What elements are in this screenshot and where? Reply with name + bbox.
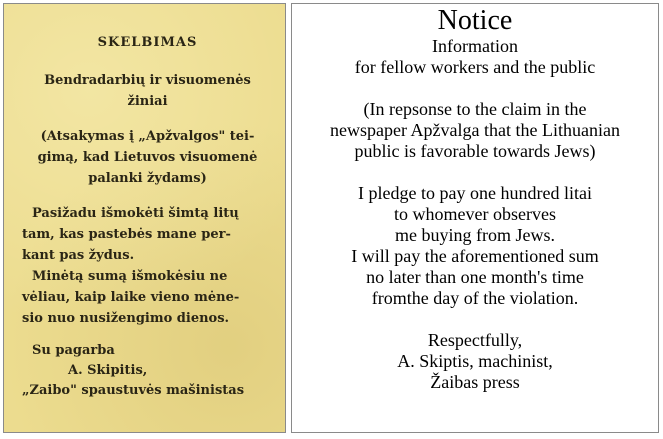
spacer	[292, 162, 658, 183]
newspaper-body-line: tam, kas pastebės mane per-	[22, 227, 231, 242]
translation-body-line: no later than one month's time	[366, 267, 584, 287]
translation-signature-line: Respectfully,	[427, 330, 523, 350]
translation-subtitle-line: for fellow workers and the public	[354, 57, 596, 77]
translation-paren-line: newspaper Apžvalga that the Lithuanian	[330, 120, 620, 140]
newspaper-title: SKELBIMAS	[97, 35, 198, 50]
translation-paren-line: (In repsonse to the claim in the	[363, 99, 587, 119]
spacer	[292, 309, 658, 330]
newspaper-body-line: vėliau, kaip laike vieno mėne-	[22, 290, 240, 305]
newspaper-body-line: Minėtą sumą išmokėsiu ne	[32, 269, 228, 284]
newspaper-paren-line: (Atsakymas į „Apžvalgos" tei-	[40, 129, 255, 144]
translation-body-line: I pledge to pay one hundred litai	[358, 183, 592, 203]
newspaper-body-line: sio nuo nusižengimo dienos.	[22, 311, 230, 326]
newspaper-parenthetical	[22, 126, 273, 189]
newspaper-signature-line: „Zaibo" spaustuvės mašinistas	[22, 383, 245, 398]
newspaper-subtitle-line: žiniai	[127, 94, 168, 109]
translation-panel	[291, 3, 659, 433]
translation-subtitle-line: Information	[432, 36, 518, 56]
translation-signature-line: Žaibas press	[430, 372, 520, 392]
translation-body-line: me buying from Jews.	[395, 225, 555, 245]
newspaper-body-paragraph-2	[22, 266, 273, 329]
newspaper-clipping	[3, 3, 286, 433]
translation-paren-line: public is favorable towards Jews)	[354, 141, 596, 161]
translation-title: Notice	[437, 5, 513, 36]
newspaper-body-line: kant pas žydus.	[22, 248, 135, 263]
translation-body-line: I will pay the aforementioned sum	[351, 246, 599, 266]
translation-signature-line: A. Skiptis, machinist,	[397, 351, 553, 371]
newspaper-body-line: Pasižadu išmokėti šimtą litų	[32, 206, 239, 221]
translation-body-line: fromthe day of the violation.	[371, 288, 579, 308]
newspaper-subtitle-line: Bendradarbių ir visuomenės	[44, 73, 251, 88]
newspaper-signature	[22, 341, 273, 401]
newspaper-paren-line: gimą, kad Lietuvos visuomenė	[37, 150, 258, 165]
newspaper-body-paragraph-1	[22, 203, 273, 266]
spacer	[292, 78, 658, 99]
newspaper-signature-line: A. Skipitis,	[68, 363, 148, 378]
newspaper-subtitle	[22, 70, 273, 112]
newspaper-signature-line: Su pagarba	[32, 343, 115, 358]
translation-body-line: to whomever observes	[394, 204, 556, 224]
newspaper-paren-line: palanki žydams)	[88, 171, 207, 186]
